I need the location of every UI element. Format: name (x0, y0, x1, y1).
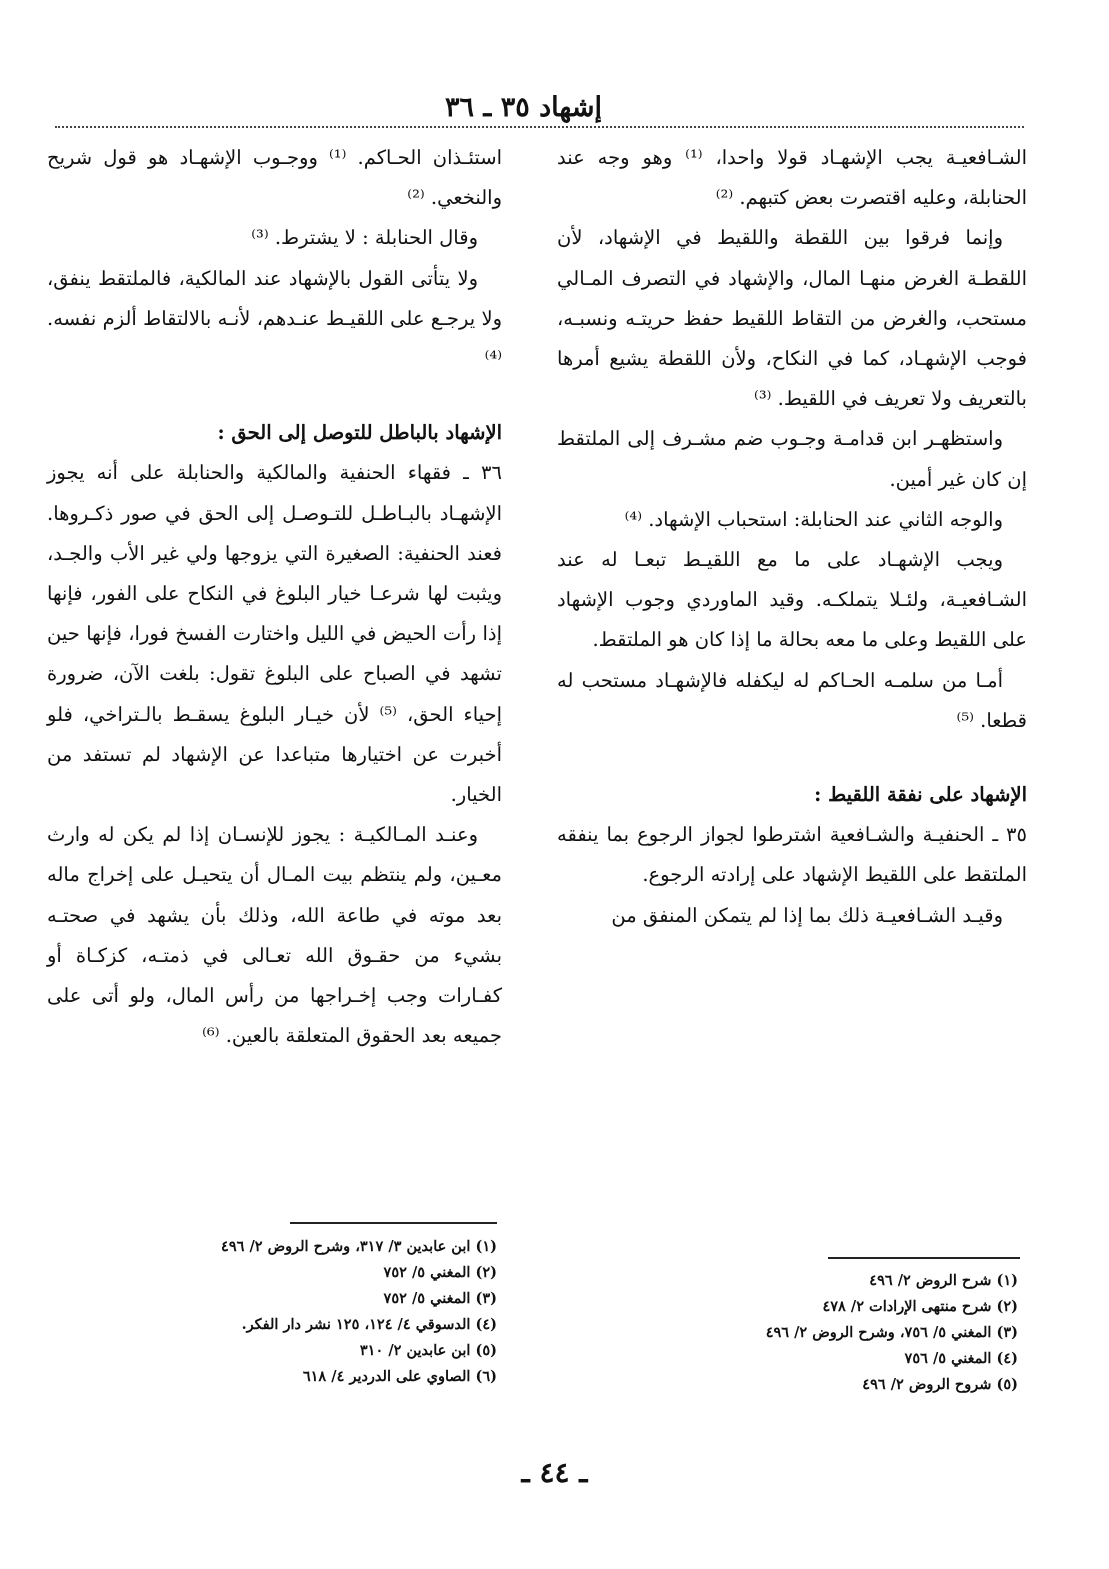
left-paragraph-1: استئـذان الحـاكم. ⁽¹⁾ ووجـوب الإشهـاد هو قول شريح والنخعي. ⁽²⁾ (47, 146, 502, 210)
footnotes-right (700, 1268, 1018, 1398)
footnote-right-3: (٣) المغني ٥/ ٧٥٦، وشرح الروض ٢/ ٤٩٦ (765, 1324, 1018, 1341)
footnote-left-3: (٣) المغني ٥/ ٧٥٢ (383, 1290, 497, 1307)
footnote-right-1: (١) شرح الروض ٢/ ٤٩٦ (869, 1272, 1018, 1289)
footnote-rule-left (290, 1222, 497, 1224)
right-paragraph-4: والوجه الثاني عند الحنابلة: استحباب الإشهاد. ⁽⁴⁾ (624, 507, 1003, 531)
footnote-left-1: (١) ابن عابدين ٣/ ٣١٧، وشرح الروض ٢/ ٤٩٦ (221, 1238, 497, 1255)
footnote-left-4: (٤) الدسوقي ٤/ ١٢٤، ١٢٥ نشر دار الفكر. (241, 1316, 497, 1333)
right-section-heading: الإشهاد على نفقة اللقيط : (814, 783, 1027, 807)
footnotes-left (140, 1234, 497, 1390)
left-section-heading: الإشهاد بالباطل للتوصل إلى الحق : (217, 421, 502, 445)
right-paragraph-1: الشـافعيـة يجب الإشهـاد قولا واحدا، ⁽¹⁾ وهو وجه عند الحنابلة، وعليه اقتصرت بعض كتبهم. ⁽²⁾ (557, 146, 1027, 210)
right-paragraph-7: ٣٥ ـ الحنفيـة والشـافعية اشترطوا لجواز الرجوع بما ينفقه الملتقط على اللقيط الإشهاد على إرادته الرجوع. (557, 823, 1027, 887)
right-paragraph-5: ويجب الإشهـاد على ما مع اللقيـط تبعـا له عند الشـافعيـة، ولئـلا يتملكـه. وقيد الماوردي وجوب الإشهاد على اللقيط وعلى ما معه بحالة ما إذا كان هو الملتقط. (557, 548, 1027, 652)
footnote-rule-right (828, 1257, 1020, 1259)
left-paragraph-4: ٣٦ ـ فقهاء الحنفية والمالكية والحنابلة على أنه يجوز الإشهـاد بالبـاطـل للتـوصـل إلى الحق في صور ذكـروها. فعند الحنفية: الصغيرة التي يزوجها ولي غير الأب والجـد، ويثبت لها شرعـا خيار البلوغ في النكاح على الفور، فإنها إذا رأت الحيض في الليل واختارت الفسخ فورا، فإنها حين تشهد في الصباح على البلوغ تقول: بلغت الآن، ضرورة إحياء الحق، ⁽⁵⁾ لأن خيـار البلوغ يسقـط بالـتراخي، فلو أخبرت عن اختيارها متباعدا عن الإشهاد لم تستفد من الخيار. (47, 461, 502, 807)
page-number: ـ ٤٤ ـ (521, 1456, 588, 1489)
section-gap (47, 379, 502, 413)
right-paragraph-8: وقيـد الشـافعيـة ذلك بما إذا لم يتمكن المنفق من (611, 903, 1003, 927)
running-header-title: إشهاد ٣٥ ـ ٣٦ (445, 92, 602, 123)
right-paragraph-2: وإنما فرقوا بين اللقطة واللقيط في الإشهاد، لأن اللقطـة الغرض منهـا المال، والإشهاد في التصرف المـالي مستحب، والغرض من التقاط اللقيط حفظ حريتـه ونسبـه، فوجب الإشهـاد، كما في النكاح، ولأن اللقطة يشيع أمرها بالتعريف ولا تعريف في اللقيط. ⁽³⁾ (557, 226, 1027, 411)
footnote-left-2: (٢) المغني ٥/ ٧٥٢ (383, 1264, 497, 1281)
section-gap (557, 741, 1027, 775)
right-paragraph-6: أمـا من سلمـه الحـاكم له ليكفله فالإشهـاد مستحب له قطعا. ⁽⁵⁾ (557, 668, 1027, 732)
footnote-left-5: (٥) ابن عابدين ٢/ ٣١٠ (359, 1342, 497, 1359)
header-dotted-rule (55, 126, 1024, 128)
footnote-right-4: (٤) المغني ٥/ ٧٥٦ (904, 1350, 1018, 1367)
left-column (47, 138, 502, 1056)
left-paragraph-5: وعنـد المـالكيـة : يجوز للإنسـان إذا لم يكن له وارث معـين، ولم ينتظم بيت المـال أن يتحيـل على إخراج ماله بعد موته في طاعة الله، وذلك بأن يشهد في صحتـه بشيء من حقـوق الله تعـالى في ذمتـه، كزكـاة أو كفـارات وجب إخـراجها من رأس المال، ولو أتى على جميعه بعد الحقوق المتعلقة بالعين. ⁽⁶⁾ (47, 823, 502, 1048)
footnote-right-2: (٢) شرح منتهى الإرادات ٢/ ٤٧٨ (822, 1298, 1018, 1315)
footnote-right-5: (٥) شروح الروض ٢/ ٤٩٦ (862, 1376, 1018, 1393)
left-paragraph-3: ولا يتأتى القول بالإشهاد عند المالكية، فالملتقط ينفق، ولا يرجـع على اللقيـط عنـدهم، لأنـه بالالتقاط ألزم نفسه. ⁽⁴⁾ (47, 266, 502, 371)
page-header (0, 84, 1109, 124)
right-paragraph-3: واستظهـر ابن قدامـة وجـوب ضم مشـرف إلى الملتقط إن كان غير أمين. (557, 427, 1027, 491)
left-paragraph-2: وقال الحنابلة : لا يشترط. ⁽³⁾ (251, 226, 478, 250)
right-column (557, 138, 1027, 936)
footnote-left-6: (٦) الصاوي على الدردير ٤/ ٦١٨ (302, 1368, 497, 1385)
